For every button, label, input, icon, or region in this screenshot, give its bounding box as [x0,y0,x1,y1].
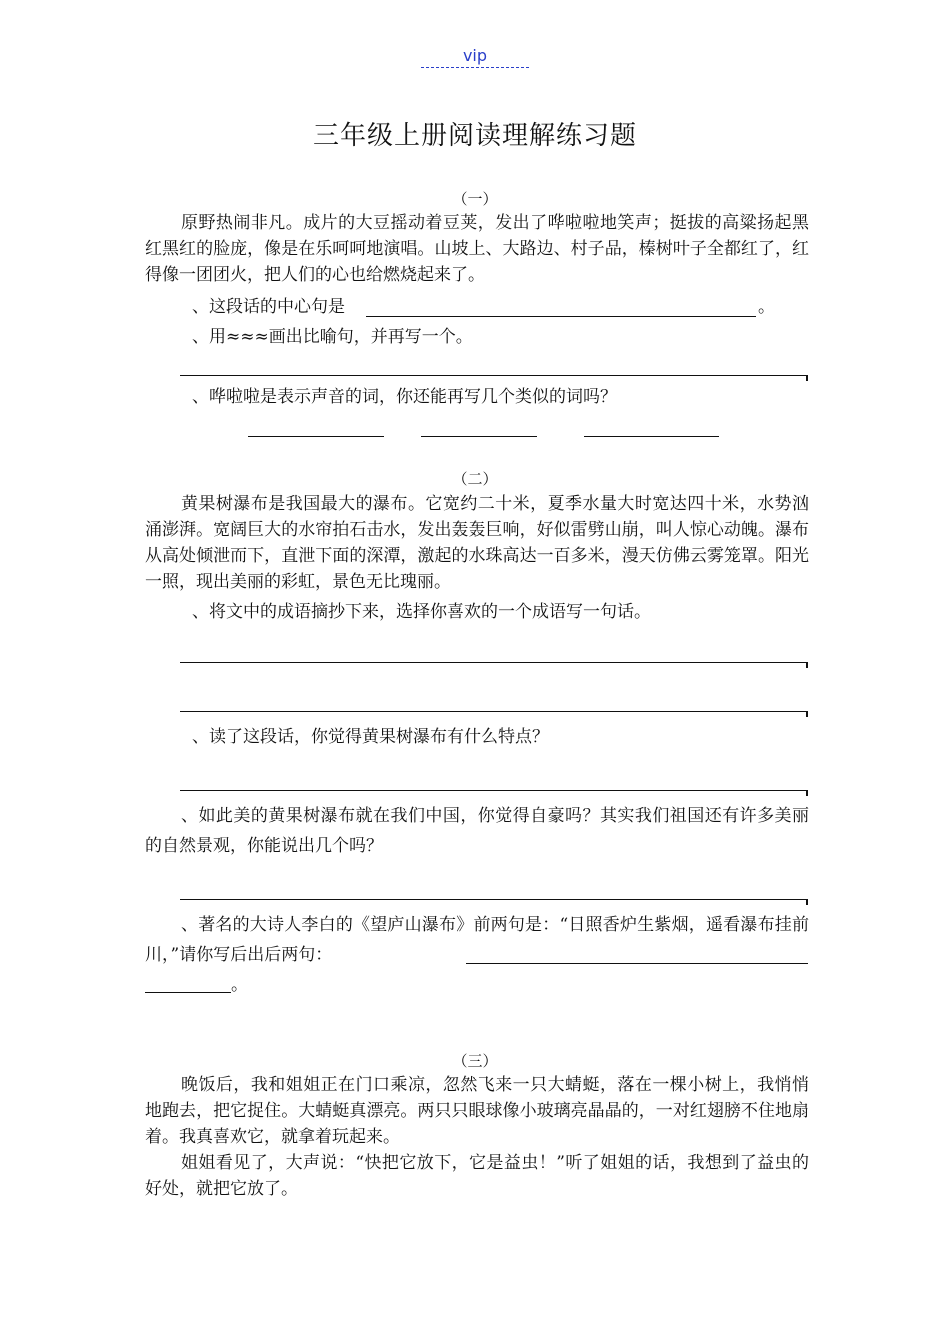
s1-q1-end: 。 [758,297,775,317]
line-end-mark [806,790,808,796]
vip-link[interactable]: vip [462,46,488,65]
s1-q3-text: 、哗啦啦是表示声音的词，你还能再写几个类似的词吗？ [192,387,617,407]
page-title: 三年级上册阅读理解练习题 [312,121,637,151]
s2-q3-answer-line[interactable] [180,899,808,900]
section-3-paragraph-1: 晚饭后，我和姐姐正在门口乘凉，忽然飞来一只大蜻蜓，落在一棵小树上，我悄悄地跑去，把它捉住。大蜻蜓真漂亮。两只只眼球像小玻璃亮晶晶的，一对红翅膀不住地扇着。我真喜欢它，就拿着玩起来。 [145,1075,809,1147]
s1-q3-answer-1[interactable] [248,436,384,437]
section-2-passage: 黄果树瀑布是我国最大的瀑布。它宽约二十米，夏季水量大时宽达四十米，水势汹涌澎湃。宽阔巨大的水帘拍石击水，发出轰轰巨响，好似雷劈山崩，叫人惊心动魄。瀑布从高处倾泄而下，直泄下面的深潭，激起的水珠高达一百多米，漫天仿佛云雾笼罩。阳光一照，现出美丽的彩虹，景色无比瑰丽。 [145,494,809,592]
s1-q1-answer-line[interactable] [366,316,756,317]
s2-q4-answer-line-1[interactable] [466,963,808,964]
section-3-paragraph-2: 姐姐看见了，大声说：“快把它放下，它是益虫！”听了姐姐的话，我想到了益虫的好处，就把它放了。 [145,1153,809,1199]
line-end-mark [806,899,808,905]
section-1-passage: 原野热闹非凡。成片的大豆摇动着豆荚，发出了哗啦啦地笑声；挺拔的高粱扬起黑红黑红的脸庞，像是在乐呵呵地演唱。山坡上、大路边、村子品，榛树叶子全都红了，红得像一团团火，把人们的心也给燃烧起来了。 [145,213,809,285]
s1-q2-text: 、用≈≈≈画出比喻句，并再写一个。 [192,327,473,347]
section-3-label: （三） [452,1052,498,1070]
line-end-mark [806,711,808,717]
s2-q4-answer-line-2[interactable] [145,992,231,993]
section-1-label: （一） [452,190,498,208]
line-end-mark [806,662,808,668]
line-end-mark [806,375,808,381]
s2-q2-answer-line[interactable] [180,790,808,791]
s2-q4-end: 。 [231,975,248,995]
s2-q2-text: 、读了这段话，你觉得黄果树瀑布有什么特点？ [192,727,549,747]
s1-q3-answer-2[interactable] [421,436,537,437]
s1-q1-text: 、这段话的中心句是 [192,297,345,317]
s1-q3-answer-3[interactable] [584,436,719,437]
s2-q1-text: 、将文中的成语摘抄下来，选择你喜欢的一个成语写一句话。 [192,602,651,622]
s2-q4-text: 、著名的大诗人李白的《望庐山瀑布》前两句是：“日照香炉生紫烟，遥看瀑布挂前川，”请你写后出后两句： [145,915,809,965]
s2-q3-text: 、如此美的黄果树瀑布就在我们中国，你觉得自豪吗？其实我们祖国还有许多美丽的自然景观，你能说出几个吗？ [145,806,809,856]
s2-q1-answer-line-2[interactable] [180,711,808,712]
section-2-label: （二） [452,470,498,488]
s1-q2-answer-line[interactable] [180,375,808,376]
vip-link-underline [421,67,529,68]
s2-q1-answer-line-1[interactable] [180,662,808,663]
